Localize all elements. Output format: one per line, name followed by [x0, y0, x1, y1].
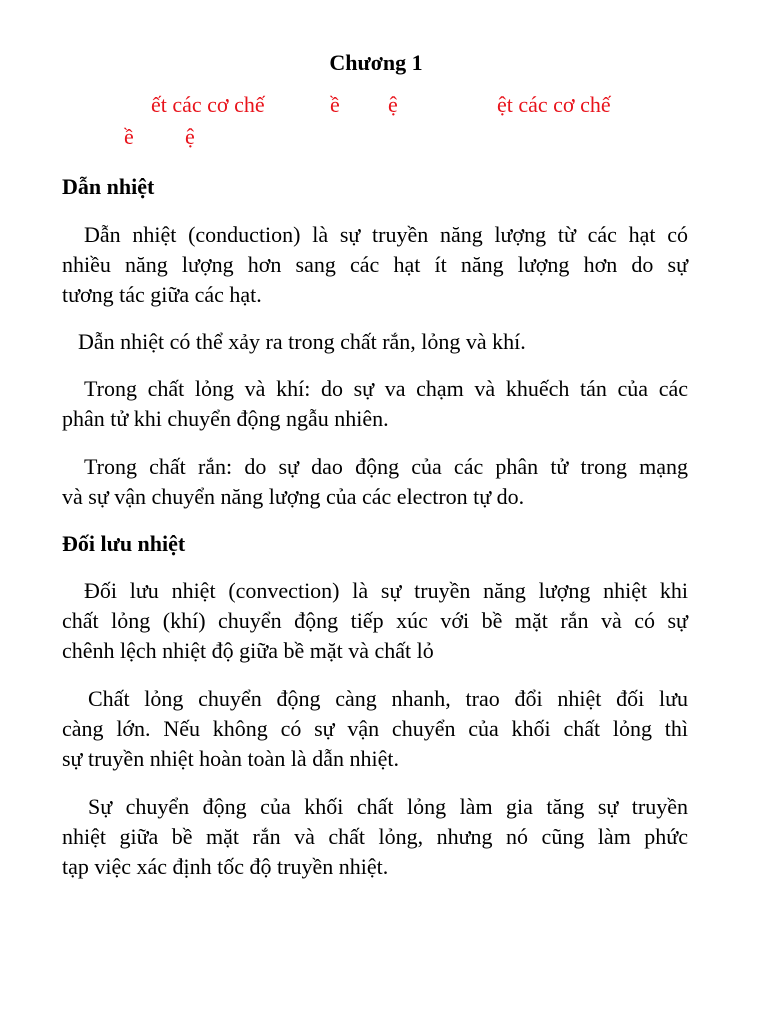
paragraph-line: Sự chuyển động của khối chất lỏng làm gia tăng sự truyền	[88, 794, 688, 819]
red-fragment: ệ	[388, 92, 398, 117]
paragraph	[62, 684, 688, 774]
paragraph	[62, 576, 688, 666]
paragraph-line: càng lớn. Nếu không có sự vận chuyển của khối chất lỏng thì	[62, 716, 688, 741]
paragraph	[62, 792, 688, 882]
paragraph-line: nhiệt giữa bề mặt rắn và chất lỏng, nhưng nó cũng làm phức	[62, 824, 688, 849]
paragraph-line: Chất lỏng chuyển động càng nhanh, trao đổi nhiệt đối lưu	[88, 686, 688, 711]
red-fragment: ề	[124, 124, 134, 149]
paragraph	[62, 374, 688, 434]
paragraph-line: Đối lưu nhiệt (convection) là sự truyền năng lượng nhiệt khi	[84, 578, 688, 603]
paragraph-line: tương tác giữa các hạt.	[62, 282, 262, 307]
paragraph-line: chênh lệch nhiệt độ giữa bề mặt và chất lỏ	[62, 638, 434, 663]
paragraph-line: phân tử khi chuyển động ngẫu nhiên.	[62, 406, 389, 431]
paragraph-line: Dẫn nhiệt (conduction) là sự truyền năng lượng từ các hạt có	[84, 222, 688, 247]
red-fragment: ề	[330, 92, 340, 117]
red-fragment: ệt các cơ chế	[497, 92, 611, 117]
paragraph-line: nhiều năng lượng hơn sang các hạt ít năng lượng hơn do sự	[62, 252, 688, 277]
red-fragment: ết các cơ chế	[151, 92, 265, 117]
paragraph-line: và sự vận chuyển năng lượng của các electron tự do.	[62, 484, 525, 509]
paragraph	[62, 452, 688, 512]
paragraph-line: Trong chất rắn: do sự dao động của các phân tử trong mạng	[84, 454, 688, 479]
paragraph-line: sự truyền nhiệt hoàn toàn là dẫn nhiệt.	[62, 746, 399, 771]
paragraph-line: Dẫn nhiệt có thể xảy ra trong chất rắn, lỏng và khí.	[78, 329, 526, 354]
paragraph-line: Trong chất lỏng và khí: do sự va chạm và khuếch tán của các	[84, 376, 688, 401]
chapter-title: Chương 1	[329, 50, 423, 75]
paragraph-line: tạp việc xác định tốc độ truyền nhiệt.	[62, 854, 389, 879]
paragraph-line: chất lỏng (khí) chuyển động tiếp xúc với bề mặt rắn và có sự	[62, 608, 688, 633]
paragraph	[62, 220, 688, 310]
section-heading-convection: Đối lưu nhiệt	[62, 531, 186, 556]
section-heading-conduction: Dẫn nhiệt	[62, 174, 155, 199]
paragraph	[62, 327, 688, 357]
red-fragment: ệ	[185, 124, 195, 149]
